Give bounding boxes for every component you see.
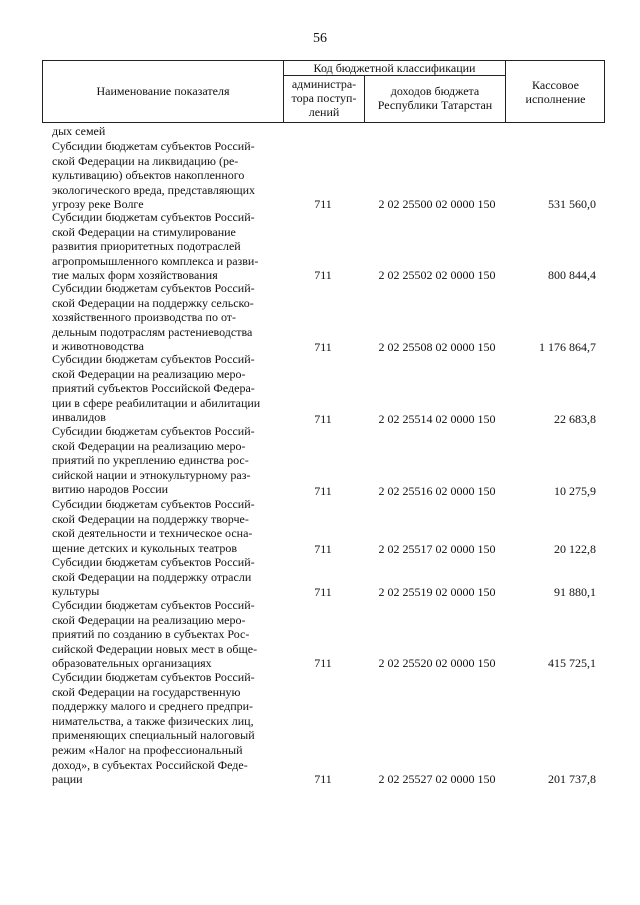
row-income-code: 2 02 25502 02 0000 150 [378, 268, 496, 282]
row-amount: 20 122,8 [554, 542, 596, 556]
page-number: 56 [313, 31, 327, 46]
row-name: Субсидии бюджетам субъектов Россий- ской Федерации на стимулирование развития приоритетных подотраслей агропромышленного комплекса и разви- тие малых форм хозяйствования [52, 210, 259, 283]
row-admin-code: 711 [314, 542, 332, 556]
row-income-code: 2 02 25517 02 0000 150 [378, 542, 496, 556]
row-amount: 10 275,9 [554, 484, 596, 498]
row-amount: 800 844,4 [548, 268, 596, 282]
row-income-code: 2 02 25519 02 0000 150 [378, 585, 496, 599]
row-name: Субсидии бюджетам субъектов Россий- ской Федерации на поддержку творче- ской деятельности и техническое осна- щение детских и кукольных театров [52, 497, 255, 555]
row-name: Субсидии бюджетам субъектов Россий- ской Федерации на государственную поддержку малого и среднего предпри- нимательства, а также физических лиц, применяющих специальный налоговый режим «Налог на профессиональный доход», в субъектах Российской Феде- рации [52, 670, 255, 787]
divider-code-group [283, 75, 505, 76]
row-name: Субсидии бюджетам субъектов Россий- ской Федерации на поддержку сельско- хозяйственного производства по от- дельным подотраслям растениеводства и животноводства [52, 281, 255, 354]
row-admin-code: 711 [314, 268, 332, 282]
continuation-text: дых семей [52, 124, 106, 138]
header-admin-col: администра- тора поступ- лений [291, 77, 357, 119]
header-cash-col: Кассовое исполнение [525, 78, 586, 106]
row-admin-code: 711 [314, 585, 332, 599]
row-amount: 415 725,1 [548, 656, 596, 670]
row-income-code: 2 02 25516 02 0000 150 [378, 484, 496, 498]
row-amount: 22 683,8 [554, 412, 596, 426]
row-admin-code: 711 [314, 197, 332, 211]
row-amount: 531 560,0 [548, 197, 596, 211]
row-admin-code: 711 [314, 412, 332, 426]
row-amount: 1 176 864,7 [539, 340, 596, 354]
row-income-code: 2 02 25527 02 0000 150 [378, 772, 496, 786]
row-income-code: 2 02 25514 02 0000 150 [378, 412, 496, 426]
row-name: Субсидии бюджетам субъектов Россий- ской Федерации на реализацию меро- приятий по созданию в субъектах Рос- сийской Федерации новых мест в обще- образовательных организациях [52, 598, 258, 671]
header-code-group: Код бюджетной классификации [313, 61, 476, 75]
row-name: Субсидии бюджетам субъектов Россий- ской Федерации на ликвидацию (ре- культивацию) объектов накопленного экологического вреда, представляющих угрозу реке Волге [52, 139, 256, 212]
row-admin-code: 711 [314, 772, 332, 786]
row-name: Субсидии бюджетам субъектов Россий- ской Федерации на реализацию меро- приятий по укреплению единства рос- сийской нации и этнокультурному раз- витию народов России [52, 424, 255, 497]
row-income-code: 2 02 25520 02 0000 150 [378, 656, 496, 670]
row-amount: 91 880,1 [554, 585, 596, 599]
row-name: Субсидии бюджетам субъектов Россий- ской Федерации на поддержку отрасли культуры [52, 555, 255, 599]
row-admin-code: 711 [314, 656, 332, 670]
row-income-code: 2 02 25508 02 0000 150 [378, 340, 496, 354]
row-income-code: 2 02 25500 02 0000 150 [378, 197, 496, 211]
row-name: Субсидии бюджетам субъектов Россий- ской Федерации на реализацию меро- приятий субъектов Российской Федера- ции в сфере реабилитации и абилитации инвалидов [52, 352, 261, 425]
row-amount: 201 737,8 [548, 772, 596, 786]
row-admin-code: 711 [314, 340, 332, 354]
header-income-col: доходов бюджета Республики Татарстан [377, 84, 493, 112]
header-name-col: Наименование показателя [96, 84, 230, 98]
row-admin-code: 711 [314, 484, 332, 498]
